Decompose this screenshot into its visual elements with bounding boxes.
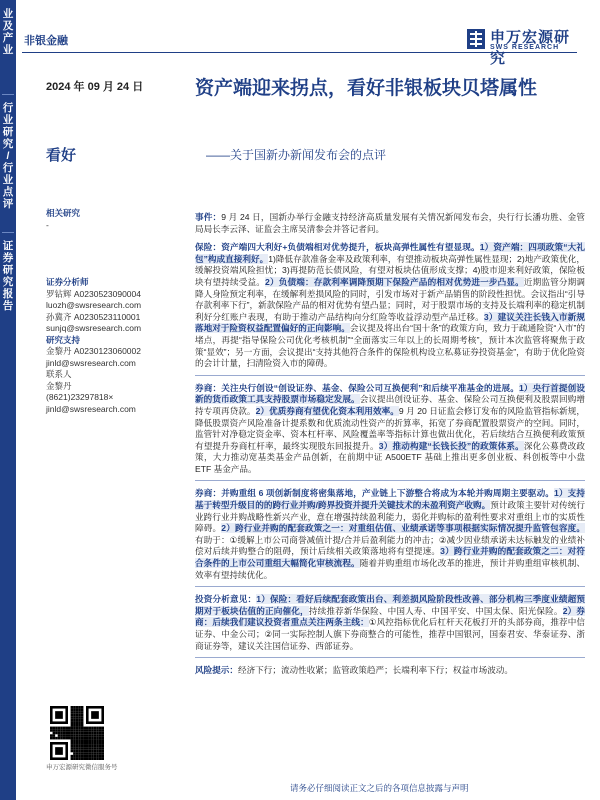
report-body	[195, 212, 585, 684]
sidebar-char: 券	[2, 252, 14, 264]
related-research-item: -	[46, 219, 49, 230]
sidebar-label-securities-report	[0, 240, 16, 312]
sidebar-char: 业	[2, 44, 14, 56]
related-research-heading: 相关研究	[46, 208, 81, 218]
body-text: 会议提及将出台“国十条”的政策方向，致力于疏通险资“入市”的堵点，再提“指导保险公司优化考核机制”“全面落实三年以上的长周期考核”，预计本次监管将聚焦于政策“显效”；另一方面，会议提出“支持其他符合条件的保险机构设立私募证券投资基金”，有助于优化险资的会计计量，扫清险资入市的障碍。	[195, 323, 585, 369]
brokerage-mna-paragraph	[195, 488, 585, 587]
sidebar-char: 及	[2, 20, 14, 32]
body-text: 随着并购重组市场化改革的推进，预计并购重组审核机制、效率有望持续优化。	[195, 558, 585, 580]
contact-heading: 联系人	[46, 369, 72, 379]
body-text: 持续推荐新华保险、中国人寿、中国平安、中国太保、阳光保险。	[308, 605, 563, 616]
report-title: 资产端迎来拐点，看好非银板块贝塔属性	[195, 78, 538, 99]
sidebar-char: 证	[2, 240, 14, 252]
sidebar-char: 究	[2, 276, 14, 288]
highlighted-text: 2）券商：后续我们建议投资者重点关注两条主线：	[195, 605, 585, 628]
paragraph-label: 投资分析意见：	[195, 594, 257, 605]
support-email[interactable]: jinld@swsresearch.com	[46, 357, 136, 368]
logo-text-cn: 申万宏源研究	[490, 29, 571, 67]
contact-phone: (8621)23297818×	[46, 392, 114, 402]
risk-paragraph	[195, 665, 585, 677]
rating-label: 看好	[46, 147, 77, 164]
sidebar-char: 评	[2, 198, 14, 210]
highlighted-text: 2）负债端：存款利率调降预期下保险产品的相对优势进一步凸显。	[265, 276, 524, 287]
body-text: 1)降低存款准备金率及政策利率，有望推动板块高弹性属性显现；2)地产政策优化，缓解投资端风险担忧；3)再提防范长债风险，有望对板块估值形成支撑；4)股市迎来利好政策，保险板块有望持续受益。	[195, 253, 585, 287]
body-text: 9 月 20 日证监会修订发布的风险监管指标新规，降低股票资产风险准备计提系数和优质流动性资产的折算率，拓宽了券商配置股票资产的空间。同时，监管针对净稳定资金率、资本杠杆率、风险覆盖率等指标计算也做出优化，若后续结合互换便利政策预有望提升券商杠杆率，最终实现股东回报提升。	[195, 405, 585, 451]
sidebar-divider	[2, 94, 14, 95]
highlighted-text: 1）资产端：四项政策“大礼包”构成直接利好。	[195, 242, 585, 264]
sidebar-char: 业	[2, 174, 14, 186]
wechat-qr-code	[50, 706, 104, 760]
sidebar-char: 研	[2, 126, 14, 138]
sidebar-divider	[2, 232, 14, 233]
sidebar-char: 产	[2, 32, 14, 44]
body-text: 9 月 24 日，国新办举行金融支持经济高质量发展有关情况新闻发布会，央行行长潘功胜、金管局局长李云泽、证监会主席吴清参会并答记者问。	[195, 212, 585, 234]
brokerage-swap-paragraph	[195, 383, 585, 482]
highlighted-text: 2）跨行业并购的配套政策之一：对重组估值、业绩承诺等事项根据实际情况提升监管包容度。	[221, 523, 585, 534]
report-date: 2024 年 09 月 24 日	[46, 81, 144, 93]
sidebar-char: 点	[2, 186, 14, 198]
report-subtitle: ——关于国新办新闻发布会的点评	[206, 148, 387, 162]
paragraph-label: 风险提示：	[195, 665, 238, 676]
highlighted-text: 3）建议关注长钱入市新规落地对于险资权益配置偏好的正向影响。	[195, 311, 585, 334]
qr-caption: 申万宏源研究微信服务号	[46, 764, 118, 771]
left-sidebar	[0, 0, 16, 800]
highlighted-text: 3）推动构建“长钱长投”的政策体系。	[378, 440, 524, 451]
body-text: 会议提出创设证券、基金、保险公司互换便利及股票回购增持专项再贷款。	[195, 394, 585, 416]
paragraph-label: 券商：关注央行创设“创设证券、基金、保险公司互换便利”和后续平准基金的进展。	[195, 382, 519, 393]
highlighted-text: 2）优质券商有望优化资本利用效率。	[255, 405, 399, 416]
sidebar-char: 究	[2, 138, 14, 150]
sidebar-char: 研	[2, 264, 14, 276]
highlighted-text: 1）保险：看好后续配套政策出台、利差损风险阶段性改善、部分机构三季度业绩超预期对于板块估值的正向催化，	[195, 594, 585, 616]
sidebar-char: 报	[2, 288, 14, 300]
disclaimer-footer: 请务必仔细阅读正文之后的各项信息披露与声明	[290, 783, 469, 793]
paragraph-label: 券商：并购重组 6 项创新制度将密集落地，产业链上下游整合将成为本轮并购周期主要驱动。	[195, 488, 555, 499]
contact-email[interactable]: jinld@swsresearch.com	[46, 403, 136, 414]
logo-text-en: SWS RESEARCH	[490, 44, 560, 51]
body-text: 经济下行；流动性收紧；监管政策趋严；长端利率下行；权益市场波动。	[237, 665, 513, 676]
paragraph-label: 事件：	[195, 212, 222, 222]
sidebar-char: 业	[2, 8, 14, 20]
analyst-email[interactable]: luozh@swsresearch.com	[46, 300, 142, 310]
support-line: 金黎丹 A0230123060002	[46, 346, 141, 356]
sws-logo	[466, 25, 584, 67]
analyst-line: 孙冀齐 A0230523110001	[46, 311, 141, 322]
sidebar-char: 告	[2, 300, 14, 312]
sidebar-char: 行	[2, 102, 14, 114]
analysts-heading: 证券分析师	[46, 277, 89, 287]
body-text: 预计政策主要针对传统行业跨行业并购战略性新兴产业，意在增强持续盈利能力，弱化并购标的盈利性要求对重组上市的实质性障碍。	[195, 500, 585, 534]
analyst-email[interactable]: sunjq@swsresearch.com	[46, 323, 142, 333]
sws-logo-icon	[466, 27, 486, 51]
analyst-line: 罗钻辉 A0230523090004	[46, 288, 141, 299]
body-text: 有助于：①缓解上市公司商誉减值计提/合并后盈利能力的冲击；②减少因业绩承诺未达标触发的业绩补偿对后续并购整合的阻碍，预计后续相关政策落地将有望提速。	[195, 534, 585, 557]
highlighted-text: 1）支持基于转型升级目的的跨行业并购/跨界投资并提升关键技术的未盈利资产收购。	[195, 488, 586, 511]
body-text: 近期监管分期调降人身险预定利率，在缓解利差损风险的同时，引发市场对于新产品销售的阶段性担忧。会议指出“引导存款利率下行”，新款保险产品的相对优势有望凸显；同时，对于股票市场的支持及长端利率的稳定机制利好分红账户表现，有助于推动产品结构向分红险等收益浮动型产品迁移。	[195, 276, 585, 322]
research-support-heading: 研究支持	[46, 334, 81, 345]
left-column	[46, 208, 158, 415]
sidebar-char: /	[6, 150, 10, 162]
header-category: 非银金融	[24, 35, 68, 47]
highlighted-text: 1）央行首提创设新的货币政策工具支持股票市场稳定发展。	[195, 382, 585, 405]
body-text: 深化公募费改政策，大力推动宽基类基金产品创新，在前期中证 A500ETF 基础上推出更多创业板、科创板等中小盘 ETF 基金产品。	[195, 440, 585, 474]
sidebar-label-report-type	[0, 102, 16, 210]
sidebar-char: 业	[2, 114, 14, 126]
investment-advice-paragraph	[195, 594, 585, 658]
insurance-paragraph	[195, 242, 585, 376]
sidebar-label-industry	[0, 8, 16, 56]
paragraph-label: 保险：资产端四大利好+负债端相对优势提升，板块高弹性属性有望显现。	[195, 242, 480, 253]
body-text: ①风控指标优化后杠杆天花板打开的头部券商，推荐中信证券、中金公司；②同一实际控制人旗下券商整合的可能性，推荐中国银河，国泰君安、华泰证券、浙商证券等，建议关注国信证券、西部证券。	[195, 617, 585, 651]
sidebar-char: 行	[2, 162, 14, 174]
contact-name: 金黎丹	[46, 380, 72, 391]
highlighted-text: 3）跨行业并购的配套政策之二：对符合条件的上市公司重组大幅简化审核流程。	[195, 546, 585, 569]
event-paragraph	[195, 212, 585, 235]
